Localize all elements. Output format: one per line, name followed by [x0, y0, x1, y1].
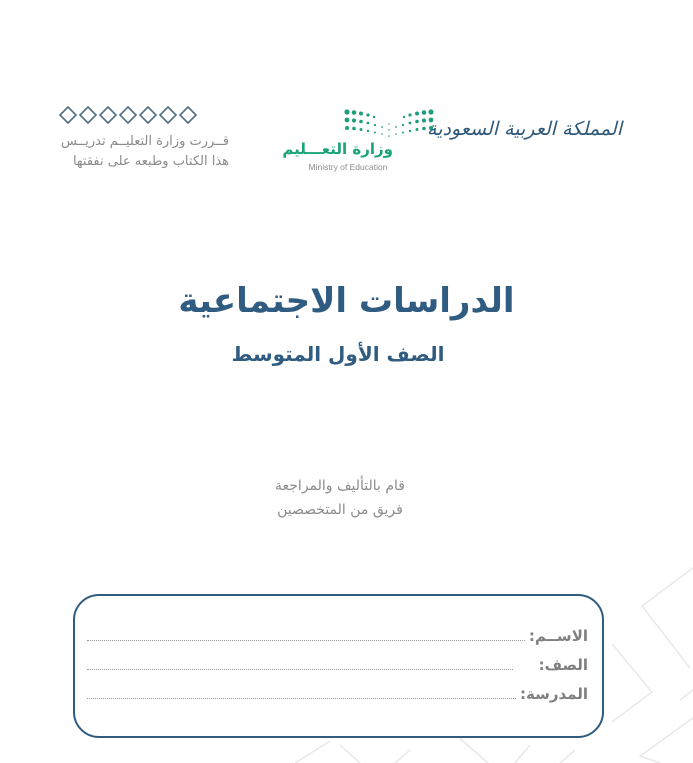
ministry-name-english: Ministry of Education: [308, 162, 388, 172]
ministry-approval-text: [61, 132, 229, 172]
grade-subtitle: الصف الأول المتوسط: [231, 342, 445, 366]
book-title: الدراسات الاجتماعية: [178, 281, 515, 321]
school-field-label: المدرسة:: [520, 685, 588, 703]
ministry-name-arabic: وزارة التعـــليم: [282, 140, 393, 158]
authors-credit: [0, 474, 680, 522]
school-field-row: [87, 682, 588, 704]
approval-line-1: قــررت وزارة التعليــم تدريــس: [61, 134, 229, 149]
student-info-box: [73, 594, 604, 738]
decorative-diamonds-icon: [58, 106, 206, 124]
kingdom-calligraphy-icon: المملكة العربية السعودية: [427, 118, 622, 140]
grade-field-label: الصف:: [538, 656, 588, 674]
approval-line-2: هذا الكتاب وطبعه على نفقتها: [72, 154, 229, 169]
school-field[interactable]: [87, 698, 516, 699]
grade-field[interactable]: [87, 669, 513, 670]
name-field-label: الاســم:: [528, 627, 588, 645]
grade-field-row: [87, 653, 588, 675]
name-field-row: [87, 624, 588, 646]
ministry-logo-icon: [344, 108, 434, 138]
authors-line-2: فريق من المتخصصين: [277, 502, 403, 518]
name-field[interactable]: [87, 640, 525, 641]
authors-line-1: قام بالتأليف والمراجعة: [275, 478, 405, 494]
